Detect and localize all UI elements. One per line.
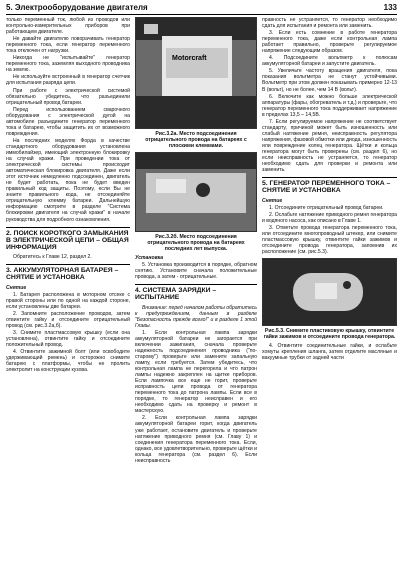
subheading: Снятие <box>6 284 27 291</box>
paragraph: 3. Снимите пластмассовую крышку (если она установлена), отвинтите гайку и отсоедините положительный провод. <box>6 329 130 349</box>
subheading: Установка <box>135 255 164 261</box>
paragraph: 1. Батарея расположена в моторном отсеке с правой стороны или по одной на каждой стороне, если установлены две батареи. <box>6 291 130 310</box>
section-heading: 3. АККУМУЛЯТОРНАЯ БАТАРЕЯ – СНЯТИЕ И УСТАНОВКА <box>6 264 130 281</box>
battery-brand-label: Motorcraft <box>172 55 207 62</box>
paragraph: 4. Подсоедините вольтметр к полюсам аккумуляторной батареи и запустите двигатель. <box>262 55 397 68</box>
figure-caption: Рис.3.2а. Место подсоединения отрицательного провода на батареях с плоскими клеммами. <box>145 131 247 149</box>
chapter-title: 5. Электрооборудование двигателя <box>6 3 148 12</box>
paragraph: 4. Отвинтите зажимной болт (или освободите удерживающий ремень) и осторожно снимите батарею с платформы, чтобы не пролить электролит на конструкции кузова. <box>6 349 130 374</box>
paragraph: Обратитесь к Главе 12, раздел 2. <box>13 254 92 261</box>
paragraph: Перед использованием сварочного оборудования с электрической дугой на автомобиле разъедините генератор переменного тока и батарею, чтобы защитить их от возможного повреждения. <box>6 106 130 137</box>
section-heading: 4. СИСТЕМА ЗАРЯДКИ – ИСПЫТАНИЕ <box>135 284 257 301</box>
column-1 <box>6 17 130 565</box>
warning-paragraph: Внимание: перед началом работы обратитесь к предупреждениям, данным в разделе "Безопасность прежде всего!" и в разделе 1 этой Главы. <box>135 304 257 329</box>
paragraph: На последних моделях Форда в качестве стандартного оборудования установлена иммобилайзер, имеющий электронную блокировку на случай кражи. При проведении тока от электрической системы происходит автоматическая блокировка двигателя. Даже если этот источник немедленно подсоединен, двигатель не будет работать, пока не будет введен правильный код защиты. Поэтому, если Вы не знаете правильного кода, не отсоединяйте отрицательную клемму батареи. Дальнейшую информацию смотрите в разделе "Система блокировки двигателя на случай кражи" в начале руководства для подробного ознакомления. <box>6 137 130 223</box>
paragraph: Никогда не "испытывайте" генератор переменного тока, заземляя выходного проводника на землю. <box>6 55 130 74</box>
paragraph: При работе с электрической системой обязательно убедитесь, что разъединили отрицательный провод батареи. <box>6 87 130 106</box>
column-3 <box>262 17 397 565</box>
figure-caption: Рис.5.3. Снимите пластиковую крышку, отвинтите гайки зажимов и отсоедините провода генератора. <box>263 328 396 340</box>
section-heading: 5. ГЕНЕРАТОР ПЕРЕМЕННОГО ТОКА – СНЯТИЕ И УСТАНОВКА <box>262 177 397 194</box>
paragraph: 5. Установка производится в порядке, обратном снятию. Установите сначала положительные провода, а затем - отрицательные. <box>135 262 257 281</box>
figure-caption: Рис.3.2б. Место подсоединения отрицательного провода на батареях последних лет выпуска. <box>147 234 245 252</box>
paragraph: 4. Отвинтите соединительные гайки, и ослабьте хомуты крепления шланга, затем отделите масляные и вакуумные трубки от задней части <box>262 343 397 362</box>
paragraph: 2. Если контрольная лампа зарядки аккумуляторной батареи горит, когда двигатель уже работает, остановите двигатель и проверьте натяжение приводного ремня (см. Главу 1) и соединения генератора переменного тока. Если, однако, все удовлетворительно, проверьте щётки и кольца генератора (см. раздел 6). Если неисправность <box>135 415 257 464</box>
paragraph: 1. Отсоедините отрицательный провод батареи. <box>269 204 384 211</box>
subheading: Снятие <box>262 197 283 204</box>
alternator-photo <box>262 258 397 326</box>
battery-photo-a <box>135 17 257 129</box>
paragraph: правность не устраняется, то генератор необходимо сдать для испытания и ремонта или заменить. <box>262 17 397 30</box>
paragraph: только переменный ток, любой из проводов или контрольно-измерительных приборов при работающем двигателе. <box>6 17 130 36</box>
paragraph: 2. Ослабьте натяжение приводного ремня генератора и водяного насоса, как описано в Главе 1. <box>262 211 397 224</box>
paragraph: 3. Отметьте провода генератора переменного тока, или отсоедините многопроводный штекер, или снимите пластмассовую крышку, отвинтите гайки зажимов и отсоедините провода генератора, запомнив их расположение (см. рис.5.3). <box>262 224 397 255</box>
paragraph: 1. Если контрольная лампа зарядки аккумуляторной батареи не загорается при включении зажигания, сначала проверьте надежность подсоединения проводника ("по-старому") проверьте или замените запальную лампу, если требуется. Затем убедитесь, что контрольная лампа не перегорела и что патрон лампы надежно закреплен на щитке приборов. Если лампочка все еще не горит, проверьте исправность цепи провода от генератора переменного тока до патрона лампы. Если все в порядке, то генератор неисправен и его необходимо сдать на проверку и ремонт в мастерскую. <box>135 329 257 415</box>
paragraph: 6. Включите как можно больше электрической аппаратуры (фары, обогреватель и т.д.) и проверьте, что генератор переменного тока поддерживает напряжение в пределах 13,5 – 14,5В. <box>262 93 397 118</box>
column-2 <box>135 17 257 565</box>
paragraph: 5. Увеличьте частоту вращения двигателя, пока показания вольтметра не станут устойчивыми. Вольтметр при этом должен показывать примерно 12-13 В (вольт), но не более, чем 14 В (вольт). <box>262 68 397 93</box>
paragraph: Не давайте двигателю поворачивать генератор переменного тока, если генератор переменного тока отключен от нагрузки. <box>6 36 130 55</box>
section-heading: 2. ПОИСК КОРОТКОГО ЗАМЫКАНИЯ В ЭЛЕКТРИЧЕСКОЙ ЦЕПИ – ОБЩАЯ ИНФОРМАЦИЯ <box>6 227 130 252</box>
page-header <box>6 3 397 15</box>
paragraph: 3. Если есть сомнение в работе генератора переменного тока, даже если контрольная лампа работает правильно, проверьте регулируемое напряжение следующим образом. <box>262 30 397 55</box>
paragraph: 7. Если регулируемое напряжение не соответствует стандарту, причиной может быть изношенность или слабый натяжение ремня, неисправность регулятора напряжения, фазовой обмотки или диода, изношенность или повреждение колец генератора. Щётки и кольца генератора могут быть проверены (см. раздел 6), но если неисправность не устраняется, то генератор необходимо сдать для проверки и ремонта или заменить. <box>262 118 397 174</box>
battery-photo-b <box>135 152 257 232</box>
page-number: 133 <box>383 3 397 12</box>
paragraph: 2. Запомните расположение проводов, затем отвинтите гайку и отсоедините отрицательный провод (см. рис.3.2а,б). <box>6 310 130 329</box>
paragraph: Не используйте встроенный в генератор счетчик для испытания разряда цепи. <box>6 74 130 87</box>
